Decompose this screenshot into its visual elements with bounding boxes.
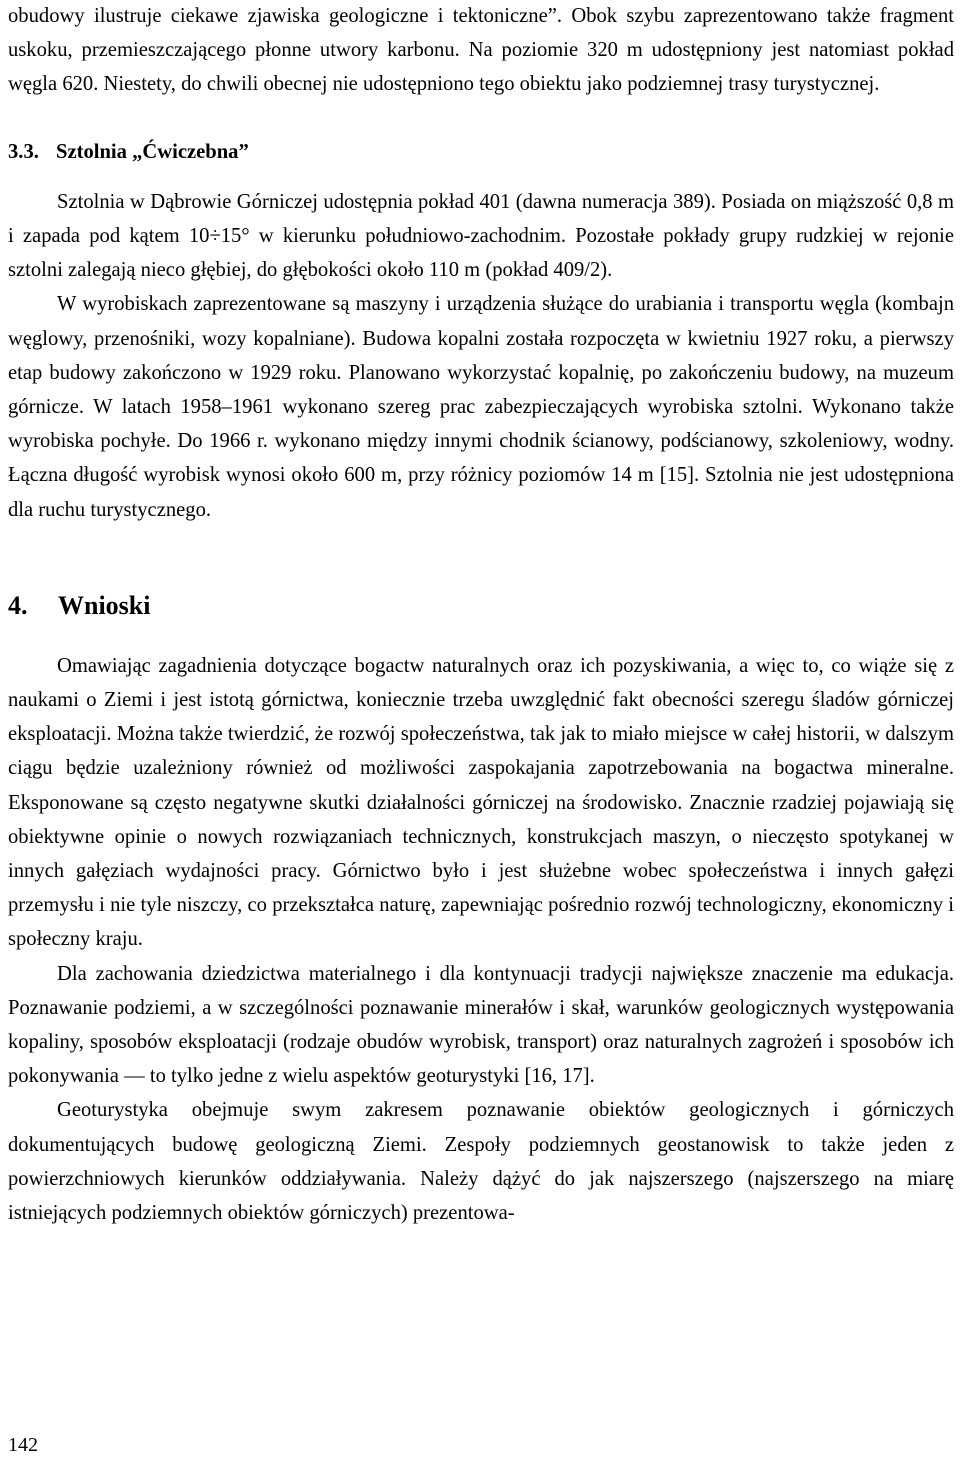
chapter-paragraph-1: Omawiając zagadnienia dotyczące bogactw naturalnych oraz ich pozyskiwania, a więc to, co wiąże się z naukami o Ziemi i jest istotą górnictwa, koniecznie trzeba uwzględnić fakt obecności szeregu śladów górniczej eksploatacji. Można także twierdzić, że rozwój społeczeństwa, tak jak to miało miejsce w całej historii, w dalszym ciągu będzie uzależniony również od możliwości zaspokajania zapotrzebowania na bogactwa mineralne. Eksponowane są często negatywne skutki działalności górniczej na środowisko. Znacznie rzadziej pojawiają się obiektywne opinie o nowych rozwiązaniach technicznych, konstrukcjach maszyn, o nieczęsto spotykanej w innych gałęziach wydajności pracy. Górnictwo było i jest służebne wobec społeczeństwa i innych gałęzi przemysłu i nie tyle niszczy, co przekształca naturę, zapewniając pośrednio rozwój technologiczny, ekonomiczny i społeczny kraju. — [8, 654, 954, 951]
section-heading — [8, 135, 954, 169]
section-paragraph-1: Sztolnia w Dąbrowie Górniczej udostępnia pokład 401 (dawna numeracja 389). Posiada on miąższość 0,8 m i zapada pod kątem 10÷15° w kierunku południowo-zachodnim. Pozostałe pokłady grupy rudzkiej w rejonie sztolni zalegają nieco głębiej, do głębokości około 110 m (pokład 409/2). — [8, 190, 954, 282]
page-number: 142 — [8, 1434, 38, 1456]
chapter-title: Wnioski — [58, 590, 151, 620]
chapter-heading — [8, 589, 954, 623]
chapter-paragraph-2: Dla zachowania dziedzictwa materialnego i dla kontynuacji tradycji największe znaczenie ma edukacja. Poznawanie podziemi, a w szczególności poznawanie minerałów i skał, warunków geologicznych występowania kopaliny, sposobów eksploatacji (rodzaje obudów wyrobisk, transport) oraz naturalnych zagrożeń i sposobów ich pokonywania — to tylko jedne z wielu aspektów geoturystyki [16, 17]. — [8, 962, 954, 1088]
document-page — [8, 0, 954, 1230]
section-paragraph-2: W wyrobiskach zaprezentowane są maszyny i urządzenia służące do urabiania i transportu węgla (kombajn węglowy, przenośniki, wozy kopalniane). Budowa kopalni została rozpoczęta w kwietniu 1927 roku, a pierwszy etap budowy zakończono w 1929 roku. Planowano wykorzystać kopalnię, po zakończeniu budowy, na muzeum górnicze. W latach 1958–1961 wykonano szereg prac zabezpieczających wyrobiska sztolni. Wykonano także wyrobiska pochyłe. Do 1966 r. wykonano między innymi chodnik ścianowy, podścianowy, szkoleniowy, wodny. Łączna długość wyrobisk wynosi około 600 m, przy różnicy poziomów 14 m [15]. Sztolnia nie jest udostępniona dla ruchu turystycznego. — [8, 293, 954, 521]
chapter-number: 4. — [8, 590, 28, 620]
section-title: Sztolnia „Ćwiczebna” — [56, 140, 249, 163]
chapter-paragraph-3: Geoturystyka obejmuje swym zakresem poznawanie obiektów geologicznych i górniczych dokumentujących budowę geologiczną Ziemi. Zespoły podziemnych geostanowisk to także jeden z powierzchniowych kierunków oddziaływania. Należy dążyć do jak najszerszego (najszerszego na miarę istniejących podziemnych obiektów górniczych) prezentowa- — [8, 1099, 954, 1225]
intro-paragraph: obudowy ilustruje ciekawe zjawiska geologiczne i tektoniczne”. Obok szybu zaprezentowano także fragment uskoku, przemieszczającego płonne utwory karbonu. Na poziomie 320 m udostępniony jest natomiast pokład węgla 620. Niestety, do chwili obecnej nie udostępniono tego obiektu jako podziemnej trasy turystycznej. — [8, 5, 954, 96]
section-number: 3.3. — [8, 140, 39, 163]
